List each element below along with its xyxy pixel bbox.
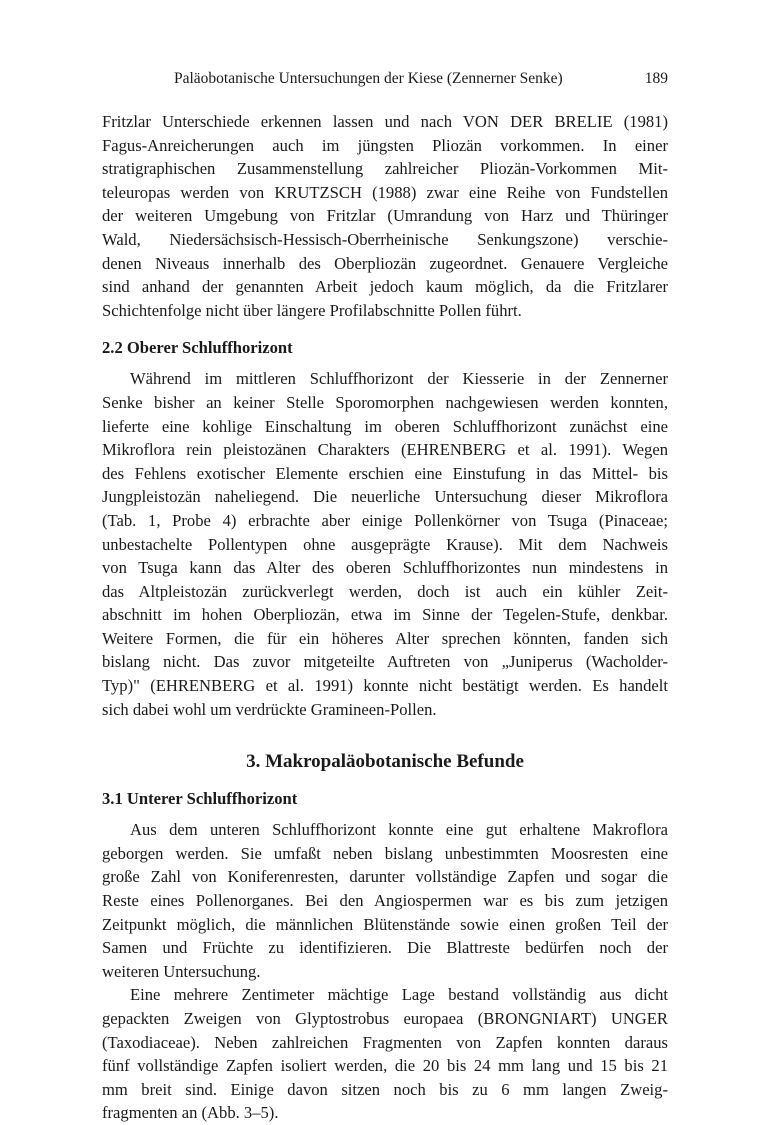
running-title: Paläobotanische Untersuchungen der Kiese (Zennerner Senke) (174, 70, 563, 87)
text-line: geborgen werden. Sie umfaßt neben bislang unbestimmten Moosresten eine (102, 843, 668, 863)
text-line: des Fehlens exotischer Elemente erschien eine Einstufung in das Mittel- bis (102, 463, 668, 483)
text-line: von Tsuga kann das Alter des oberen Schluffhorizontes nun mindestens in (102, 558, 668, 578)
text-line: große Zahl von Koniferenresten, darunter vollständige Zapfen und sogar die (102, 867, 668, 887)
text-line: der weiteren Umgebung von Fritzlar (Umrandung von Harz und Thüringer (102, 206, 668, 226)
text-line: Weitere Formen, die für ein höheres Alter sprechen könnten, fanden sich (102, 628, 668, 648)
text-line: teleuropas werden von KRUTZSCH (1988) zwar eine Reihe von Fundstellen (102, 182, 668, 202)
text-line: Mikroflora rein pleistozänen Charakters (EHRENBERG et al. 1991). Wegen (102, 440, 668, 460)
text-line: Eine mehrere Zentimeter mächtige Lage bestand vollständig aus dicht (130, 985, 668, 1005)
text-line: Fagus-Anreicherungen auch im jüngsten Pliozän vorkommen. In einer (102, 135, 668, 155)
text-line: Zeitpunkt möglich, die männlichen Blütenstände sowie einen großen Teil der (102, 914, 668, 934)
text-line: mm breit sind. Einige davon sitzen noch bis zu 6 mm langen Zweig- (102, 1079, 668, 1099)
text-line: Senke bisher an keiner Stelle Sporomorphen nachgewiesen werden konnten, (102, 392, 668, 412)
running-header (102, 70, 668, 100)
section-heading-3-1: 3.1 Unterer Schluffhorizont (102, 789, 298, 809)
text-line: Wald, Niedersächsisch-Hessisch-Oberrheinische Senkungszone) verschie- (102, 229, 668, 249)
text-line: gepackten Zweigen von Glyptostrobus europaea (BRONGNIART) UNGER (102, 1009, 668, 1028)
text-line: Während im mittleren Schluffhorizont der Kiesserie in der Zennerner (130, 369, 668, 389)
page-number: 189 (644, 70, 668, 87)
text-line: Schichtenfolge nicht über längere Profilabschnitte Pollen führt. (102, 300, 522, 320)
text-line: Typ)" (EHRENBERG et al. 1991) konnte nicht bestätigt werden. Es handelt (102, 676, 668, 696)
text-line: Fritzlar Unterschiede erkennen lassen und nach VON DER BRELIE (1981) (102, 112, 668, 131)
section-heading-2-2: 2.2 Oberer Schluffhorizont (102, 338, 293, 358)
text-line: bislang nicht. Das zuvor mitgeteilte Auftreten von „Juniperus (Wacholder- (102, 652, 668, 672)
text-line: Jungpleistozän naheliegend. Die neuerliche Untersuchung dieser Mikroflora (102, 487, 668, 507)
text-line: lieferte eine kohlige Einschaltung im oberen Schluffhorizont zunächst eine (102, 416, 668, 436)
document-page (102, 70, 668, 1125)
text-line: sind anhand der genannten Arbeit jedoch kaum möglich, da die Fritzlarer (102, 277, 668, 297)
text-line: Aus dem unteren Schluffhorizont konnte eine gut erhaltene Makroflora (130, 820, 668, 840)
text-line: Samen und Früchte zu identifizieren. Die Blattreste bedürfen noch der (102, 938, 668, 958)
text-line: abschnitt im hohen Oberpliozän, etwa im Sinne der Tegelen-Stufe, denkbar. (102, 605, 668, 625)
chapter-heading-3: 3. Makropaläobotanische Befunde (246, 751, 524, 773)
text-line: Reste eines Pollenorganes. Bei den Angiospermen war es bis zum jetzigen (102, 891, 668, 911)
text-line: fragmenten an (Abb. 3–5). (102, 1103, 279, 1123)
paragraph-fritzlar (102, 110, 668, 322)
text-line: das Altpleistozän zurückverlegt werden, doch ist auch ein kühler Zeit- (102, 581, 668, 601)
text-line: weiteren Untersuchung. (102, 961, 261, 981)
paragraph-oberer-schluffhorizont (102, 367, 668, 721)
text-line: (Tab. 1, Probe 4) erbrachte aber einige Pollenkörner von Tsuga (Pinaceae; (102, 510, 668, 530)
text-line: unbestachelte Pollentypen ohne ausgeprägte Krause). Mit dem Nachweis (102, 534, 668, 554)
text-line: (Taxodiaceae). Neben zahlreichen Fragmenten von Zapfen konnten daraus (102, 1032, 668, 1052)
text-line: denen Niveaus innerhalb des Oberpliozän zugeordnet. Genauere Vergleiche (102, 253, 668, 273)
text-line: stratigraphischen Zusammenstellung zahlreicher Pliozän-Vorkommen Mit- (102, 159, 668, 179)
paragraph-glyptostrobus (102, 983, 668, 1125)
text-line: fünf vollständige Zapfen isoliert werden, die 20 bis 24 mm lang und 15 bis 21 (102, 1056, 668, 1076)
text-line: sich dabei wohl um verdrückte Gramineen-Pollen. (102, 699, 437, 719)
paragraph-unterer-schluffhorizont (102, 818, 668, 983)
